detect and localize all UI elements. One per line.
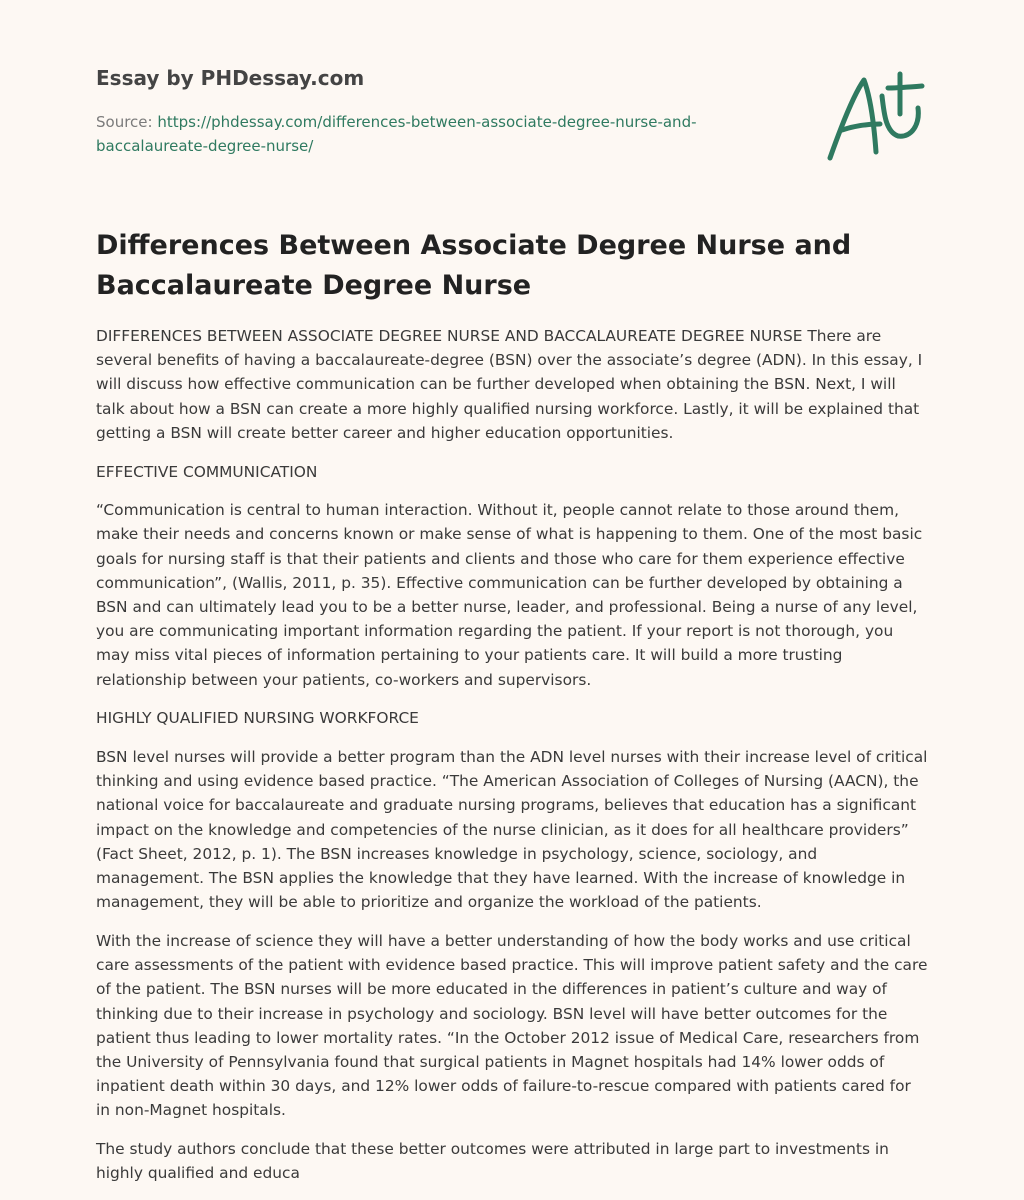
essay-title: Differences Between Associate Degree Nurse and Baccalaureate Degree Nurse [96,230,852,301]
essay-paragraph: DIFFERENCES BETWEEN ASSOCIATE DEGREE NURSE AND BACCALAUREATE DEGREE NURSE There are several benefits of having a baccalaureate-degree (BSN) over the associate’s degree (ADN). In this essay, I will discuss how effective communication can be further developed when obtaining the BSN. Next, I will talk about how a BSN can create a more highly qualified nursing workforce. Lastly, it will be explained that getting a BSN will create better career and higher education opportunities. [96,327,923,442]
essay-paragraph: BSN level nurses will provide a better program than the ADN level nurses with their increase level of critical thinking and using evidence based practice. “The American Association of Colleges of Nursing (AACN), the national voice for baccalaureate and graduate nursing programs, believes that education has a significant impact on the knowledge and competencies of the nurse clinician, as it does for all healthcare providers” (Fact Sheet, 2012, p. 1). The BSN increases knowledge in psychology, science, sociology, and management. The BSN applies the knowledge that they have learned. With the increase of knowledge in management, they will be able to prioritize and organize the workload of the patients. [96,748,928,912]
source-url-line2: baccalaureate-degree-nurse/ [96,137,314,155]
essay-paragraph: With the increase of science they will have a better understanding of how the body works and use critical care assessments of the patient with evidence based practice. This will improve patient safety and the care of the patient. The BSN nurses will be more educated in the differences in patient’s culture and way of thinking due to their increase in psychology and sociology. BSN level will have better outcomes for the patient thus leading to lower mortality rates. “In the October 2012 issue of Medical Care, researchers from the University of Pennsylvania found that surgical patients in Magnet hospitals had 14% lower odds of inpatient death within 30 days, and 12% lower odds of failure-to-rescue compared with patients cared for in non-Magnet hospitals. [96,931,928,1120]
source-link[interactable] [96,113,697,155]
essay-paragraph: The study authors conclude that these better outcomes were attributed in large part to investments in highly qualified and educa [96,1140,889,1183]
a-plus-logo [820,66,930,166]
source-url-line1: https://phdessay.com/differences-between-associate-degree-nurse-and- [157,113,697,131]
page-header [96,62,736,158]
essay-paragraph: “Communication is central to human interaction. Without it, people cannot relate to those around them, make their needs and concerns known or make sense of what is happening to them. One of the most basic goals for nursing staff is that their patients and clients and those who care for them experience effective communication”, (Wallis, 2011, p. 35). Effective communication can be further developed by obtaining a BSN and can ultimately lead you to be a better nurse, leader, and professional. Being a nurse of any level, you are communicating important information regarding the patient. If your report is not thorough, you may miss vital pieces of information pertaining to your patients care. It will build a more trusting relationship between your patients, co-workers and supervisors. [96,501,923,689]
essay-body [96,324,928,1200]
section-heading: EFFECTIVE COMMUNICATION [96,462,318,481]
section-heading: HIGHLY QUALIFIED NURSING WORKFORCE [96,709,419,728]
source-label: Source: [96,113,153,131]
site-brand: Essay by PHDessay.com [96,66,365,90]
source-line [96,110,736,158]
